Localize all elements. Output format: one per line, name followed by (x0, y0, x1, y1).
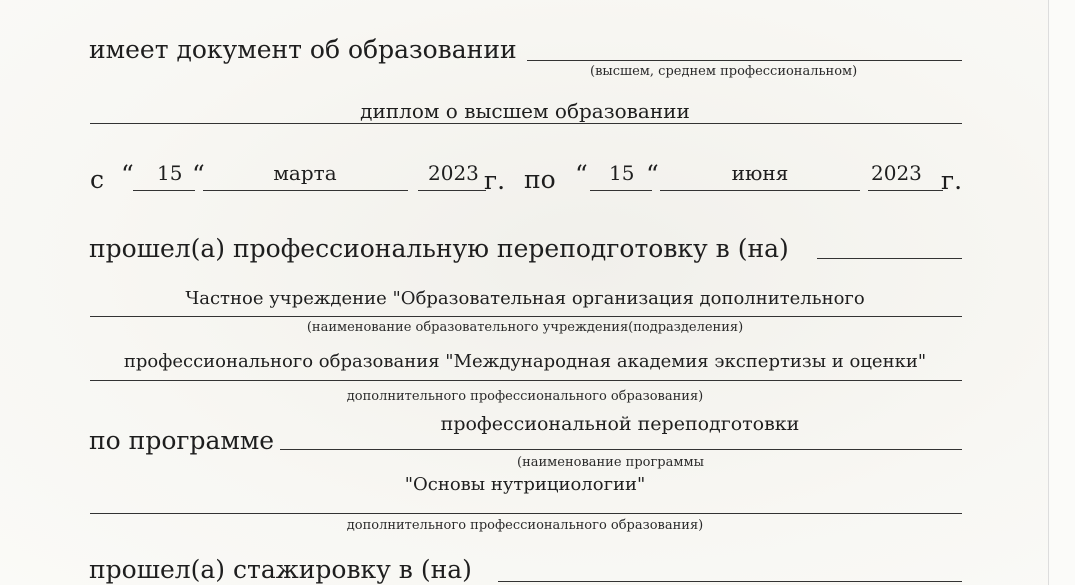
from-quote-close: “ (192, 160, 205, 189)
institution-line-1-rule (90, 316, 962, 317)
to-year-line (868, 190, 943, 191)
to-month: июня (731, 161, 789, 185)
to-month-line (660, 190, 860, 191)
from-day-line (133, 190, 195, 191)
from-prefix: с (90, 165, 105, 194)
institution-line-2: профессионального образования "Международная академия экспертизы и оценки" (123, 351, 927, 372)
institution-line-1: Частное учреждение "Образовательная организация дополнительного (185, 288, 865, 309)
education-type-hint: (высшем, среднем профессиональном) (590, 64, 858, 79)
from-year: 2023 (428, 161, 479, 185)
program-label: по программе (89, 426, 275, 455)
program-type-line (280, 449, 962, 450)
internship-line (498, 581, 962, 582)
program-name-line (90, 513, 962, 514)
to-prefix: по (524, 165, 556, 194)
program-hint: (наименование программы (517, 455, 704, 470)
to-quote-open: “ (575, 160, 588, 189)
from-month: марта (273, 161, 337, 185)
internship-label: прошел(а) стажировку в (на) (89, 555, 472, 584)
has-education-label: имеет документ об образовании (89, 35, 517, 64)
from-day: 15 (157, 161, 183, 185)
from-year-suffix: г. (484, 166, 506, 195)
dpo-hint-1: дополнительного профессионального образования) (346, 389, 704, 404)
program-name: "Основы нутрициологии" (404, 474, 646, 495)
retraining-label: прошел(а) профессиональную переподготовку в (на) (89, 234, 789, 263)
education-document-line (90, 123, 962, 124)
dpo-hint-2: дополнительного профессионального образования) (346, 518, 704, 533)
page-edge (1048, 0, 1075, 585)
to-year: 2023 (871, 161, 922, 185)
to-quote-close: “ (646, 160, 659, 189)
to-day-line (590, 190, 652, 191)
education-document-value: диплом о высшем образовании (360, 99, 690, 123)
to-year-suffix: г. (941, 166, 963, 195)
retraining-line (817, 258, 962, 259)
from-year-line (418, 190, 486, 191)
education-type-line (527, 60, 962, 61)
program-type: профессиональной переподготовки (440, 413, 800, 435)
to-day: 15 (609, 161, 635, 185)
institution-hint: (наименование образовательного учреждения(подразделения) (306, 320, 744, 335)
institution-line-2-rule (90, 380, 962, 381)
from-quote-open: “ (121, 160, 134, 189)
from-month-line (203, 190, 408, 191)
